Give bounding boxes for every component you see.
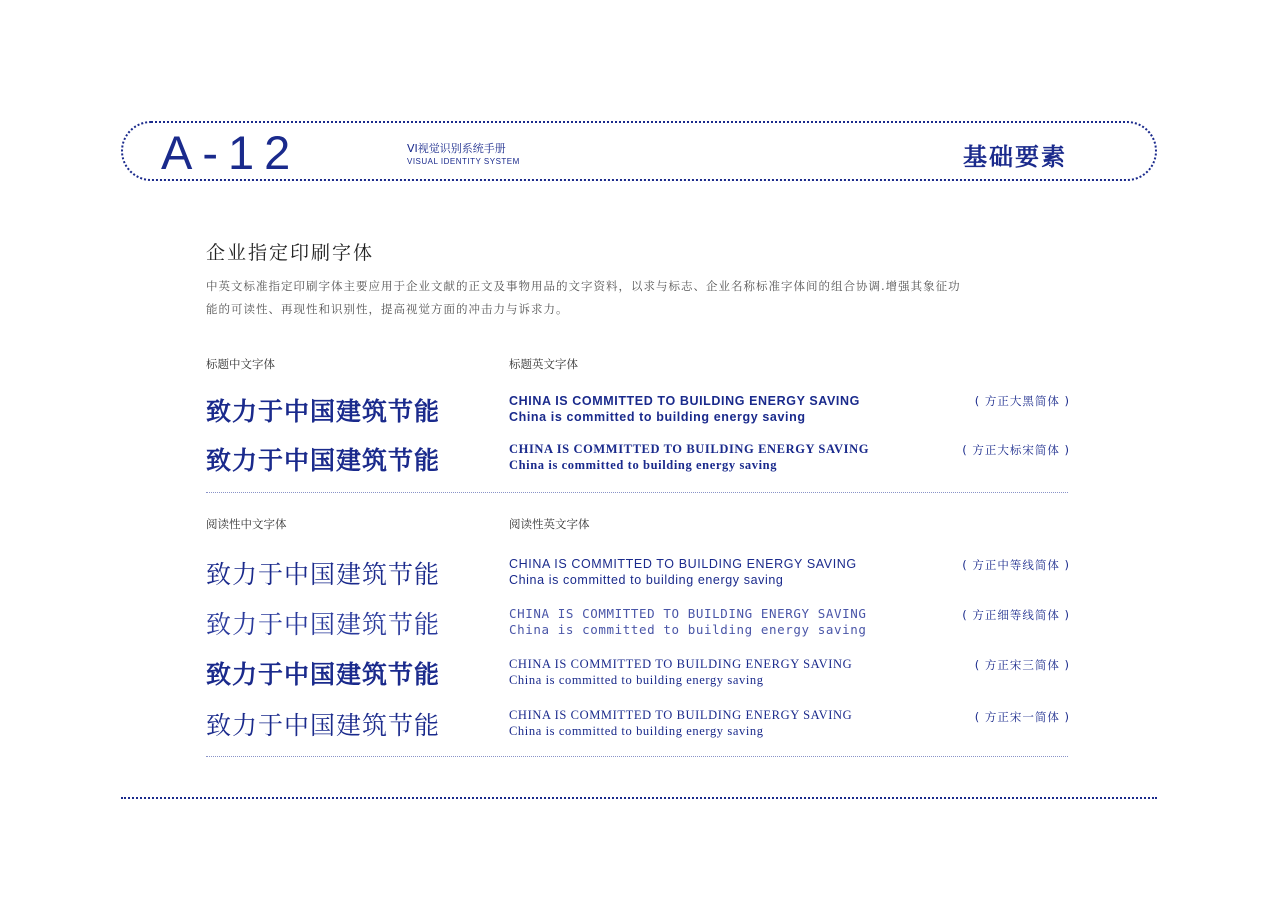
en-sample-upper: CHINA IS COMMITTED TO BUILDING ENERGY SAVING [509, 708, 853, 722]
en-sample-upper: CHINA IS COMMITTED TO BUILDING ENERGY SAVING [509, 557, 857, 571]
en-sample-upper: CHINA IS COMMITTED TO BUILDING ENERGY SAVING [509, 442, 870, 456]
title-en-sample [509, 441, 869, 473]
page-heading: 企业指定印刷字体 [206, 242, 375, 264]
title-en-label: 标题英文字体 [509, 357, 578, 371]
title-cn-sample: 致力于中国建筑节能 [206, 446, 441, 475]
reading-en-sample [509, 707, 852, 739]
font-name: ( 方正大黑简体 ) [974, 394, 1070, 408]
title-cn-sample: 致力于中国建筑节能 [206, 397, 441, 426]
manual-title-en: VISUAL IDENTITY SYSTEM [407, 157, 520, 166]
reading-cn-sample: 致力于中国建筑节能 [206, 610, 441, 639]
en-sample-lower: China is committed to building energy saving [509, 673, 764, 687]
page-header [121, 121, 1157, 181]
reading-cn-sample: 致力于中国建筑节能 [206, 711, 441, 740]
font-name: ( 方正大标宋简体 ) [962, 443, 1070, 457]
reading-cn-label: 阅读性中文字体 [206, 517, 287, 531]
section-divider [206, 756, 1068, 757]
title-en-sample [509, 393, 860, 425]
reading-cn-sample: 致力于中国建筑节能 [206, 660, 441, 689]
en-sample-upper: CHINA IS COMMITTED TO BUILDING ENERGY SAVING [509, 606, 867, 621]
en-sample-lower: China is committed to building energy saving [509, 573, 784, 587]
en-sample-lower: China is committed to building energy saving [509, 458, 778, 472]
reading-en-sample [509, 656, 852, 688]
en-sample-lower: China is committed to building energy saving [509, 724, 764, 738]
font-name: ( 方正宋一简体 ) [974, 710, 1070, 724]
en-sample-lower: China is committed to building energy saving [509, 622, 867, 637]
section-title: 基础要素 [963, 142, 1067, 171]
page-description: 中英文标准指定印刷字体主要应用于企业文献的正文及事物用品的文字资料，以求与标志、企业名称标准字体间的组合协调.增强其象征功能的可读性、再现性和识别性，提高视觉方面的冲击力与诉求力。 [206, 279, 961, 316]
manual-title-cn: VI视觉识别系统手册 [407, 142, 506, 155]
reading-en-sample [509, 556, 857, 588]
font-name: ( 方正宋三简体 ) [974, 658, 1070, 672]
en-sample-lower: China is committed to building energy saving [509, 410, 806, 424]
font-name: ( 方正细等线简体 ) [962, 608, 1070, 622]
en-sample-upper: CHINA IS COMMITTED TO BUILDING ENERGY SAVING [509, 394, 860, 408]
footer-dotted-line [121, 797, 1157, 799]
reading-en-sample [509, 606, 867, 638]
title-cn-label: 标题中文字体 [206, 357, 275, 371]
section-divider [206, 492, 1068, 493]
page-code: A-12 [161, 126, 301, 179]
reading-en-label: 阅读性英文字体 [509, 517, 590, 531]
font-name: ( 方正中等线简体 ) [962, 558, 1070, 572]
en-sample-upper: CHINA IS COMMITTED TO BUILDING ENERGY SAVING [509, 657, 853, 671]
reading-cn-sample: 致力于中国建筑节能 [206, 560, 441, 589]
